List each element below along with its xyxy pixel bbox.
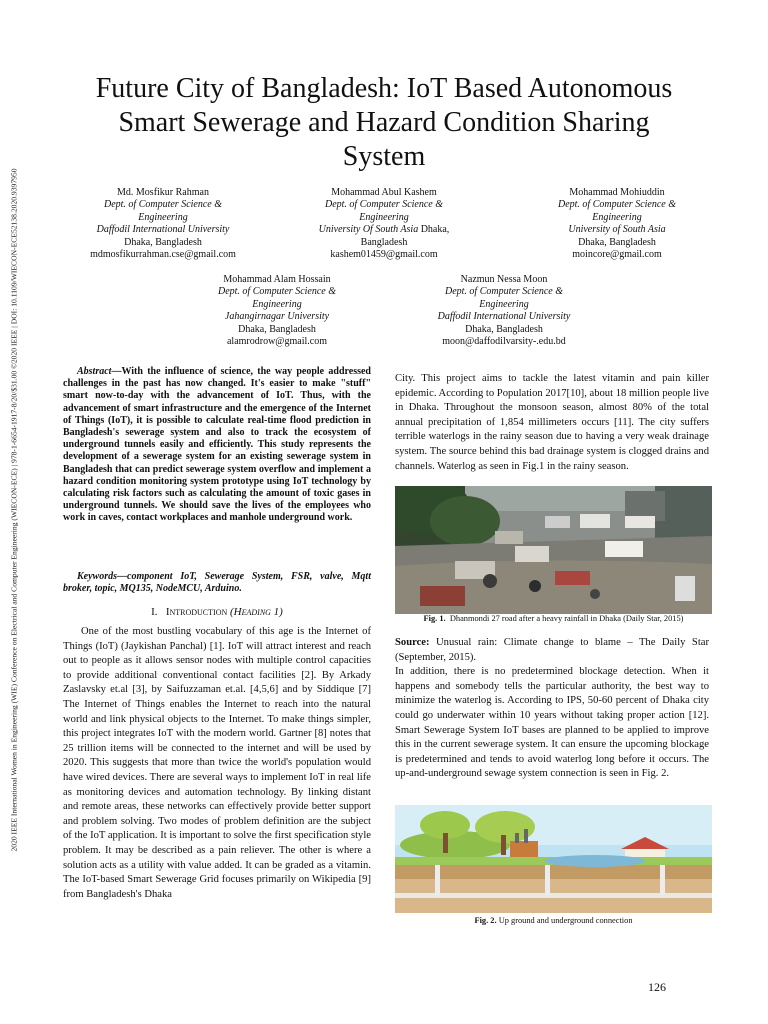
author-name: Nazmun Nessa Moon bbox=[460, 274, 548, 285]
abstract bbox=[63, 366, 371, 525]
source-text: Unusual rain: Climate change to blame – The Daily Star (September, 2015). bbox=[395, 637, 709, 663]
keywords-text: —component IoT, Sewerage System, FSR, valve, Mqtt broker, topic, MQ135, NodeMCU, Arduino. bbox=[63, 571, 371, 595]
right-column-paragraph-1 bbox=[395, 372, 709, 474]
paper-title bbox=[40, 72, 728, 174]
author-block-4 bbox=[177, 274, 377, 348]
right-text-1: City. This project aims to tackle the latest vitamin and pain killer epidemic. According to Population 2017[10], about 18 million people live in Dhaka. Throughout the monsoon season, almost 80% of the total annual precipitation of 1,854 millimeters occurs [11]. The city suffers terrible waterlogs in the rainy season due to having a very weak drainage system. The source behind this bad drainage system is clogged drains and channels. Waterlog as seen in Fig.1 in the rainy season. bbox=[395, 373, 709, 472]
sidebar-citation bbox=[4, 70, 24, 950]
author-email: moincore@gmail.com bbox=[572, 249, 662, 261]
author-org-line bbox=[284, 224, 484, 236]
author-location: Bangladesh bbox=[360, 236, 408, 248]
keywords bbox=[63, 571, 371, 595]
author-email: mdmosfikurrahman.cse@gmail.com bbox=[90, 249, 236, 261]
title-line-2: Smart Sewerage and Hazard Condition Sharing bbox=[118, 107, 650, 138]
author-block-2 bbox=[284, 187, 484, 261]
figure-2-sewerage-illustration bbox=[395, 805, 712, 913]
author-location: Dhaka, Bangladesh bbox=[578, 236, 656, 248]
author-block-5 bbox=[404, 274, 604, 348]
author-email: kashem01459@gmail.com bbox=[330, 249, 438, 261]
abstract-text: With the influence of science, the way people addressed challenges in the past has now changed. It's easier to make "stuff" smart now-to-day with the advancement of IoT. Thus, with the advancement of smart infrastructure and the emergence of the Internet of Things (IoT), it is possible to calculate real-time flood prediction in Bangladesh's sewerage system and also to track the ecosystem of underground tunnels easily and efficiently. This study represents the development of a sewerage system for an existing sewerage system in Bangladesh that can predict sewerage system overflow and implement a hazard condition monitoring system prototype using IoT technology by calculating risk factors such as calculating the amount of toxic gases in underground tunnels. We should save the lives of the employees who work in caves, contact workplaces and manhole underground work. bbox=[63, 366, 371, 524]
author-block-1 bbox=[63, 187, 263, 261]
author-dept: Dept. of Computer Science & bbox=[324, 199, 444, 211]
title-line-3: System bbox=[342, 141, 426, 172]
author-dept: Dept. of Computer Science & bbox=[103, 199, 223, 211]
author-org: University of South Asia bbox=[568, 224, 666, 236]
author-location: Dhaka, Bangladesh bbox=[238, 323, 316, 335]
author-org: University Of South Asia bbox=[318, 224, 419, 236]
right-text-2: In addition, there is no predetermined blockage detection. When it happens and somebody tells the particular authority, the best way to minimize the waterlog is. According to IPS, 50-60 percent of Dhaka city could go underwater within 10 years without taking proper action [12]. Smart Sewerage System IoT bases are planned to be applied to improve this in the current sewerage system. It can ensure the upcoming blockage is predetermined and tends to avoid waterlog long before it occurs. The up-and-underground sewage system connection is seen in Fig. 2. bbox=[395, 666, 709, 780]
author-name: Mohammad Abul Kashem bbox=[331, 187, 437, 198]
author-email: alamrodrow@gmail.com bbox=[226, 336, 327, 348]
author-org-rest: Dhaka, bbox=[418, 224, 450, 236]
fig1-caption-text: Dhanmondi 27 road after a heavy rainfall in Dhaka (Daily Star, 2015) bbox=[449, 614, 684, 623]
author-dept: Dept. of Computer Science & bbox=[557, 199, 677, 211]
author-dept: Dept. of Computer Science & bbox=[444, 286, 564, 298]
right-column-paragraph-2 bbox=[395, 636, 709, 782]
fig2-caption-text: Up ground and underground connection bbox=[498, 916, 633, 925]
author-block-3 bbox=[517, 187, 717, 261]
keywords-label: Keywords bbox=[77, 571, 117, 582]
author-location: Dhaka, Bangladesh bbox=[124, 236, 202, 248]
author-dept-cont: Engineering bbox=[359, 211, 409, 223]
author-name: Mohammad Mohiuddin bbox=[569, 187, 665, 198]
sewerage-diagram bbox=[395, 805, 712, 913]
citation-text: 2020 IEEE International Women in Engineering (WIE) Conference on Electrical and Computer Engineering (WIECON-ECE) | 978-1-6654-1917-8/20/$31.00 ©2020 IEEE | DOI: 10.1109/WIECON-ECE52138.2020.9397950 bbox=[9, 168, 19, 852]
flood-photo-illustration bbox=[395, 486, 712, 614]
heading-text: Introduction bbox=[165, 606, 228, 618]
figure-1-caption bbox=[395, 614, 712, 624]
abstract-label: Abstract bbox=[77, 366, 112, 377]
source-line bbox=[395, 636, 709, 665]
author-dept-cont: Engineering bbox=[252, 298, 302, 310]
fig2-label: Fig. 2. bbox=[474, 916, 497, 925]
author-dept-cont: Engineering bbox=[479, 298, 529, 310]
intro-text: One of the most bustling vocabulary of this age is the Internet of Things (IoT) (Jaykishan Panchal) [1]. IoT will attract interest and reach out to people as it allows sensor nodes with multiple control capacities to provide additional conventional contact facilities [2]. By Arkady Zaslavsky et.al [3], by Saifuzzaman et.al. [4,5,6] and by Siddique [7] The Internet of Things enables the Internet to reach into the natural world and link physical objects to the Internet. To make things simpler, this project integrates IoT with the modern world. Gartner [8] notes that 25 trillion items will be connected to the internet and will be used by 2020. This suggests that more than twice the world's population would have wired devices. There are several ways to implement IoT in real life as monitoring devices and automation technology. By linking distant and remote areas, these networks can effectively provide better support and problem solving. Two modes of problem definition are the subject of the IoT application. It is important to solve the first specification style problem. It may be described as a pain reliever. The other is where a solution acts as a utility with value added. It can be graded as a vitamin. The IoT-based Smart Sewerage Grid focuses primarily on Wikipedia [9] from Bangladesh's Dhaka bbox=[63, 626, 371, 900]
heading-number: I. bbox=[151, 606, 158, 618]
section-heading bbox=[63, 606, 371, 618]
author-dept-cont: Engineering bbox=[592, 211, 642, 223]
abstract-dash: — bbox=[111, 366, 122, 377]
fig1-label: Fig. 1. bbox=[423, 614, 446, 623]
source-label: Source: bbox=[395, 637, 430, 648]
heading-note: (Heading 1) bbox=[230, 606, 283, 618]
author-name: Md. Mosfikur Rahman bbox=[117, 187, 209, 198]
author-email: moon@daffodilvarsity-.edu.bd bbox=[442, 336, 566, 348]
author-org: Daffodil International University bbox=[437, 311, 571, 323]
author-name: Mohammad Alam Hossain bbox=[223, 274, 331, 285]
author-dept: Dept. of Computer Science & bbox=[217, 286, 337, 298]
intro-paragraph bbox=[63, 625, 371, 902]
author-org: Jahangirnagar University bbox=[224, 311, 330, 323]
figure-1-flood-photo bbox=[395, 486, 712, 614]
title-line-1: Future City of Bangladesh: IoT Based Autonomous bbox=[95, 73, 673, 104]
author-org: Daffodil International University bbox=[96, 224, 230, 236]
page-number: 126 bbox=[648, 980, 666, 994]
author-location: Dhaka, Bangladesh bbox=[465, 323, 543, 335]
figure-2-caption bbox=[395, 916, 712, 926]
author-dept-cont: Engineering bbox=[138, 211, 188, 223]
